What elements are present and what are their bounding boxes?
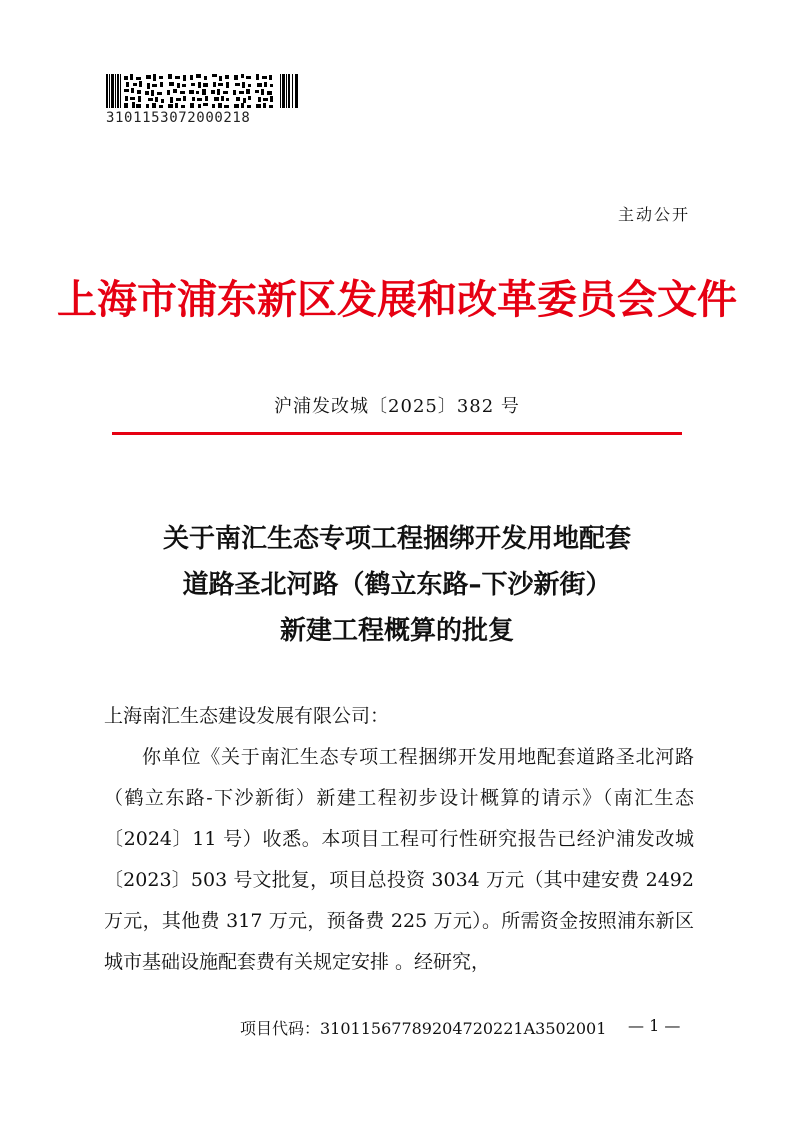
title-line: 道路圣北河路（鹤立东路–下沙新街）: [182, 570, 612, 600]
document-title: [0, 516, 794, 654]
document-body: [104, 696, 694, 983]
red-divider: [112, 432, 682, 435]
recipient: 上海南汇生态建设发展有限公司：: [104, 705, 390, 727]
barcode-number: 3101153072000218: [106, 110, 251, 126]
title-line: 新建工程概算的批复: [279, 616, 514, 646]
page-number: — 1 —: [628, 1016, 681, 1035]
disclosure-label: 主动公开: [617, 205, 690, 224]
project-code: 项目代码：31011567789204720221A3502001: [240, 1019, 607, 1038]
body-paragraph: 你单位《关于南汇生态专项工程捆绑开发用地配套道路圣北河路（鹤立东路-下沙新街）新建工程初步设计概算的请示》（南汇生态〔2024〕11 号）收悉。本项目工程可行性研究报告已经沪浦发改城〔2023〕503 号文批复，项目总投资 3034 万元（其中建安费 2492 万元，其他费 317 万元，预备费 225 万元）。所需资金按照浦东新区城市基础设施配套费有关规定安排 。经研究，: [104, 746, 694, 973]
document-number: 沪浦发改城〔2025〕382 号: [274, 396, 520, 417]
barcode: [106, 74, 298, 108]
title-line: 关于南汇生态专项工程捆绑开发用地配套: [162, 524, 631, 554]
issuer-heading: 上海市浦东新区发展和改革委员会文件: [57, 276, 737, 323]
